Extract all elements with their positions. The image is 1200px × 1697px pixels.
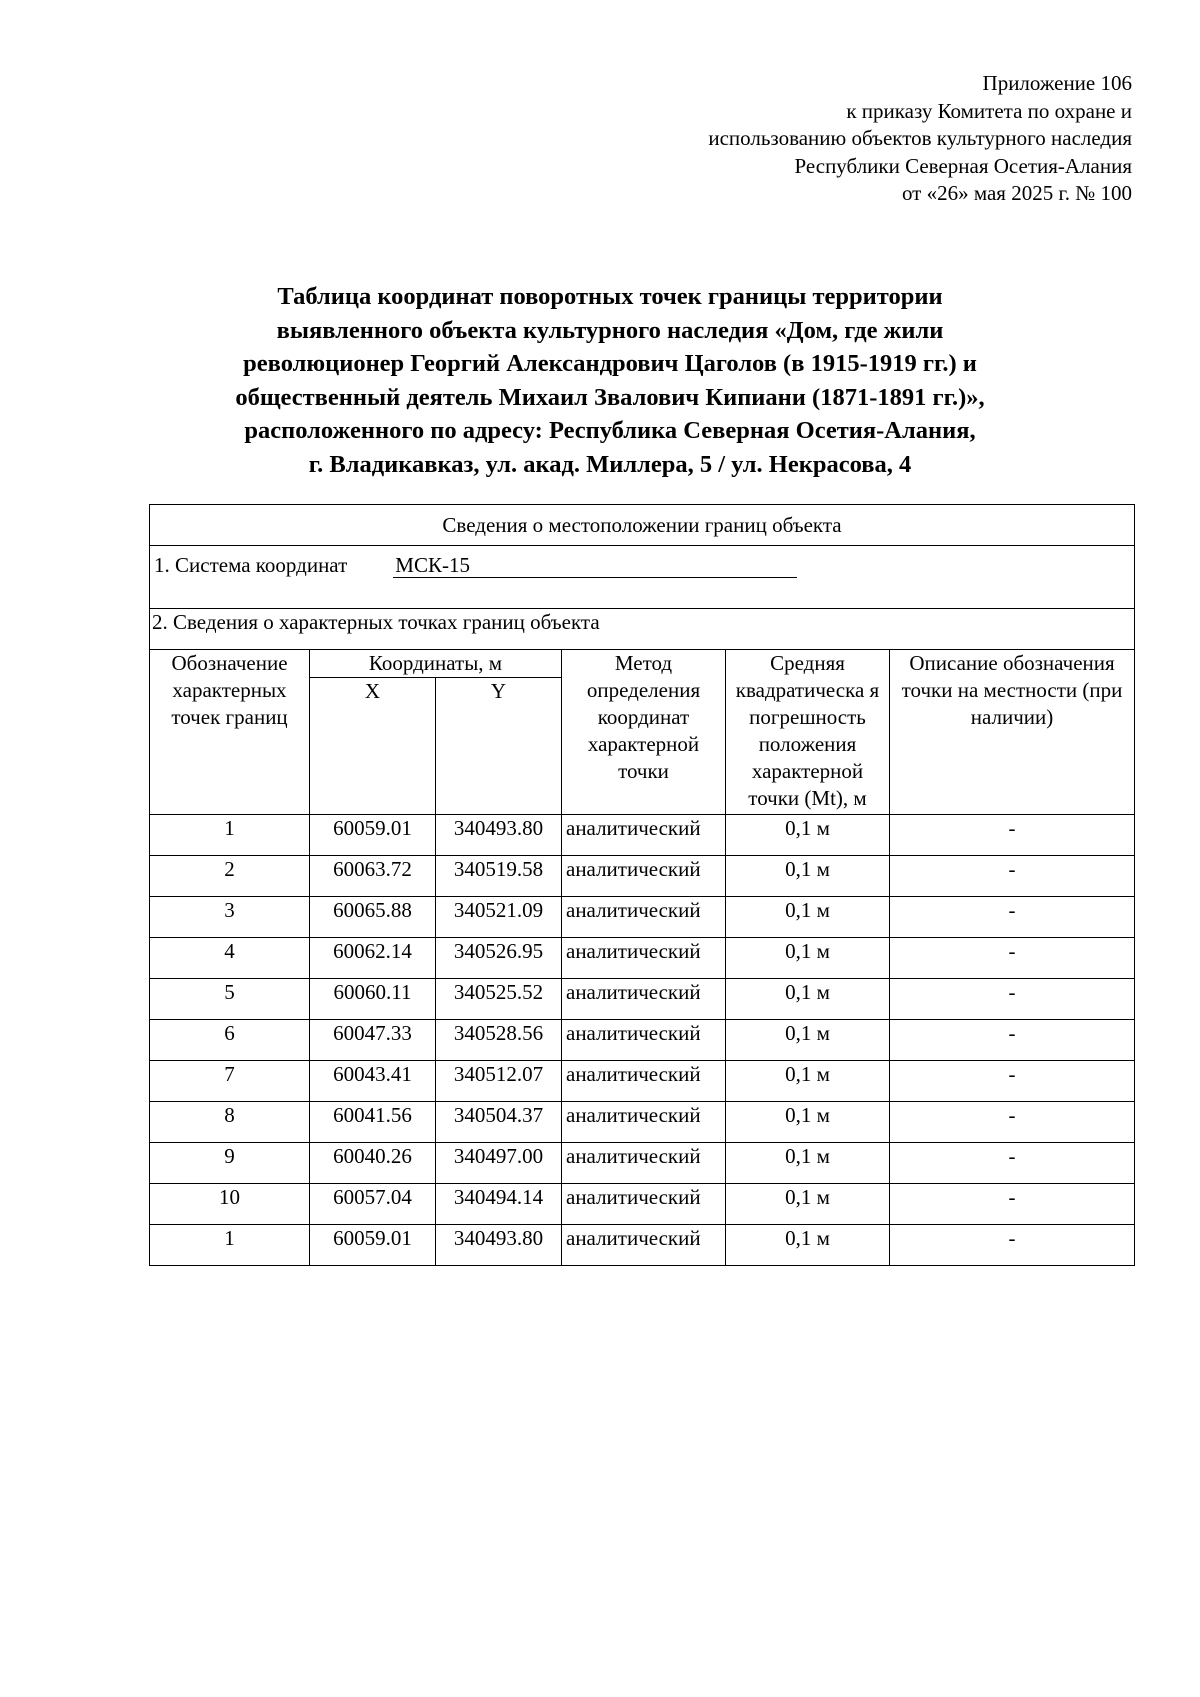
cell-method: аналитический — [562, 1225, 726, 1266]
table-row — [150, 1102, 1135, 1143]
cell-method: аналитический — [562, 1020, 726, 1061]
cell-method: аналитический — [562, 897, 726, 938]
cell-description: - — [890, 856, 1135, 897]
cell-description: - — [890, 1225, 1135, 1266]
column-header-description: Описание обозначения точки на местности (при наличии) — [890, 650, 1135, 815]
table-row — [150, 856, 1135, 897]
table-row — [150, 1143, 1135, 1184]
appendix-line: Приложение 106 — [982, 71, 1132, 95]
cell-x: 60059.01 — [310, 815, 436, 856]
cell-method: аналитический — [562, 856, 726, 897]
cell-y: 340525.52 — [436, 979, 562, 1020]
column-header-y: Y — [436, 678, 562, 815]
title-line: расположенного по адресу: Республика Северная Осетия-Алания, — [244, 417, 976, 444]
appendix-line: от «26» мая 2025 г. № 100 — [901, 181, 1132, 205]
cell-error: 0,1 м — [726, 1020, 890, 1061]
cell-y: 340512.07 — [436, 1061, 562, 1102]
cell-point: 5 — [150, 979, 310, 1020]
cell-error: 0,1 м — [726, 1225, 890, 1266]
cell-error: 0,1 м — [726, 1184, 890, 1225]
title-line: г. Владикавказ, ул. акад. Миллера, 5 / ул. Некрасова, 4 — [308, 450, 912, 478]
cell-x: 60065.88 — [310, 897, 436, 938]
cell-y: 340528.56 — [436, 1020, 562, 1061]
cell-method: аналитический — [562, 1061, 726, 1102]
cell-error: 0,1 м — [726, 979, 890, 1020]
table-header: Сведения о местоположении границ объекта — [150, 505, 1135, 546]
cell-point: 9 — [150, 1143, 310, 1184]
cell-y: 340521.09 — [436, 897, 562, 938]
cell-x: 60043.41 — [310, 1061, 436, 1102]
cell-method: аналитический — [562, 1143, 726, 1184]
cell-description: - — [890, 1184, 1135, 1225]
cell-method: аналитический — [562, 815, 726, 856]
title-line: Таблица координат поворотных точек границы территории — [277, 283, 943, 310]
cell-point: 8 — [150, 1102, 310, 1143]
document-title — [150, 280, 1070, 481]
cell-y: 340497.00 — [436, 1143, 562, 1184]
cell-x: 60063.72 — [310, 856, 436, 897]
cell-description: - — [890, 938, 1135, 979]
column-header-coordinates: Координаты, м — [310, 650, 562, 678]
cell-error: 0,1 м — [726, 815, 890, 856]
cell-point: 4 — [150, 938, 310, 979]
cell-x: 60041.56 — [310, 1102, 436, 1143]
cell-description: - — [890, 1020, 1135, 1061]
title-line: выявленного объекта культурного наследия «Дом, где жили — [276, 316, 944, 344]
cell-description: - — [890, 815, 1135, 856]
column-header-method: Метод определения координат характерной точки — [562, 650, 726, 815]
cell-method: аналитический — [562, 938, 726, 979]
table-row — [150, 1184, 1135, 1225]
title-line: революционер Георгий Александрович Цаголов (в 1915-1919 гг.) и — [243, 350, 977, 377]
cell-point: 6 — [150, 1020, 310, 1061]
cell-method: аналитический — [562, 1102, 726, 1143]
cell-y: 340519.58 — [436, 856, 562, 897]
cell-y: 340494.14 — [436, 1184, 562, 1225]
cell-error: 0,1 м — [726, 1102, 890, 1143]
cell-description: - — [890, 1061, 1135, 1102]
points-section-label: 2. Сведения о характерных точках границ объекта — [150, 609, 1135, 650]
cell-x: 60057.04 — [310, 1184, 436, 1225]
cell-x: 60059.01 — [310, 1225, 436, 1266]
cell-error: 0,1 м — [726, 897, 890, 938]
cell-error: 0,1 м — [726, 1143, 890, 1184]
cell-point: 1 — [150, 815, 310, 856]
cell-error: 0,1 м — [726, 938, 890, 979]
cell-y: 340493.80 — [436, 815, 562, 856]
cell-description: - — [890, 897, 1135, 938]
cell-point: 2 — [150, 856, 310, 897]
cell-point: 10 — [150, 1184, 310, 1225]
appendix-line: Республики Северная Осетия-Алания — [794, 153, 1132, 178]
cell-x: 60060.11 — [310, 979, 436, 1020]
cell-x: 60062.14 — [310, 938, 436, 979]
cell-method: аналитический — [562, 979, 726, 1020]
cell-error: 0,1 м — [726, 856, 890, 897]
cell-error: 0,1 м — [726, 1061, 890, 1102]
coordinate-system-row — [150, 546, 1135, 609]
cell-point: 3 — [150, 897, 310, 938]
cell-description: - — [890, 979, 1135, 1020]
table-row — [150, 1225, 1135, 1266]
table-body — [150, 815, 1135, 1266]
table-row — [150, 815, 1135, 856]
appendix-line: к приказу Комитета по охране и — [846, 98, 1132, 123]
cell-method: аналитический — [562, 1184, 726, 1225]
table-row — [150, 897, 1135, 938]
appendix-line: использованию объектов культурного наследия — [708, 126, 1132, 150]
table-row — [150, 979, 1135, 1020]
cell-point: 1 — [150, 1225, 310, 1266]
table-row — [150, 938, 1135, 979]
cell-point: 7 — [150, 1061, 310, 1102]
cell-x: 60040.26 — [310, 1143, 436, 1184]
column-header-x: X — [310, 678, 436, 815]
coordinate-system-value: МСК-15 — [393, 553, 797, 578]
table-row — [150, 1020, 1135, 1061]
cell-description: - — [890, 1143, 1135, 1184]
cell-x: 60047.33 — [310, 1020, 436, 1061]
cell-y: 340526.95 — [436, 938, 562, 979]
coordinates-table — [149, 504, 1135, 1266]
coordinate-system-label: 1. Система координат — [154, 553, 348, 577]
title-line: общественный деятель Михаил Звалович Кипиани (1871-1891 гг.)», — [235, 383, 985, 411]
appendix-block — [708, 70, 1132, 208]
column-header-error: Средняя квадратическа я погрешность положения характерной точки (Mt), м — [726, 650, 890, 815]
cell-description: - — [890, 1102, 1135, 1143]
cell-y: 340493.80 — [436, 1225, 562, 1266]
table-row — [150, 1061, 1135, 1102]
column-header-designation: Обозначение характерных точек границ — [150, 650, 310, 815]
cell-y: 340504.37 — [436, 1102, 562, 1143]
